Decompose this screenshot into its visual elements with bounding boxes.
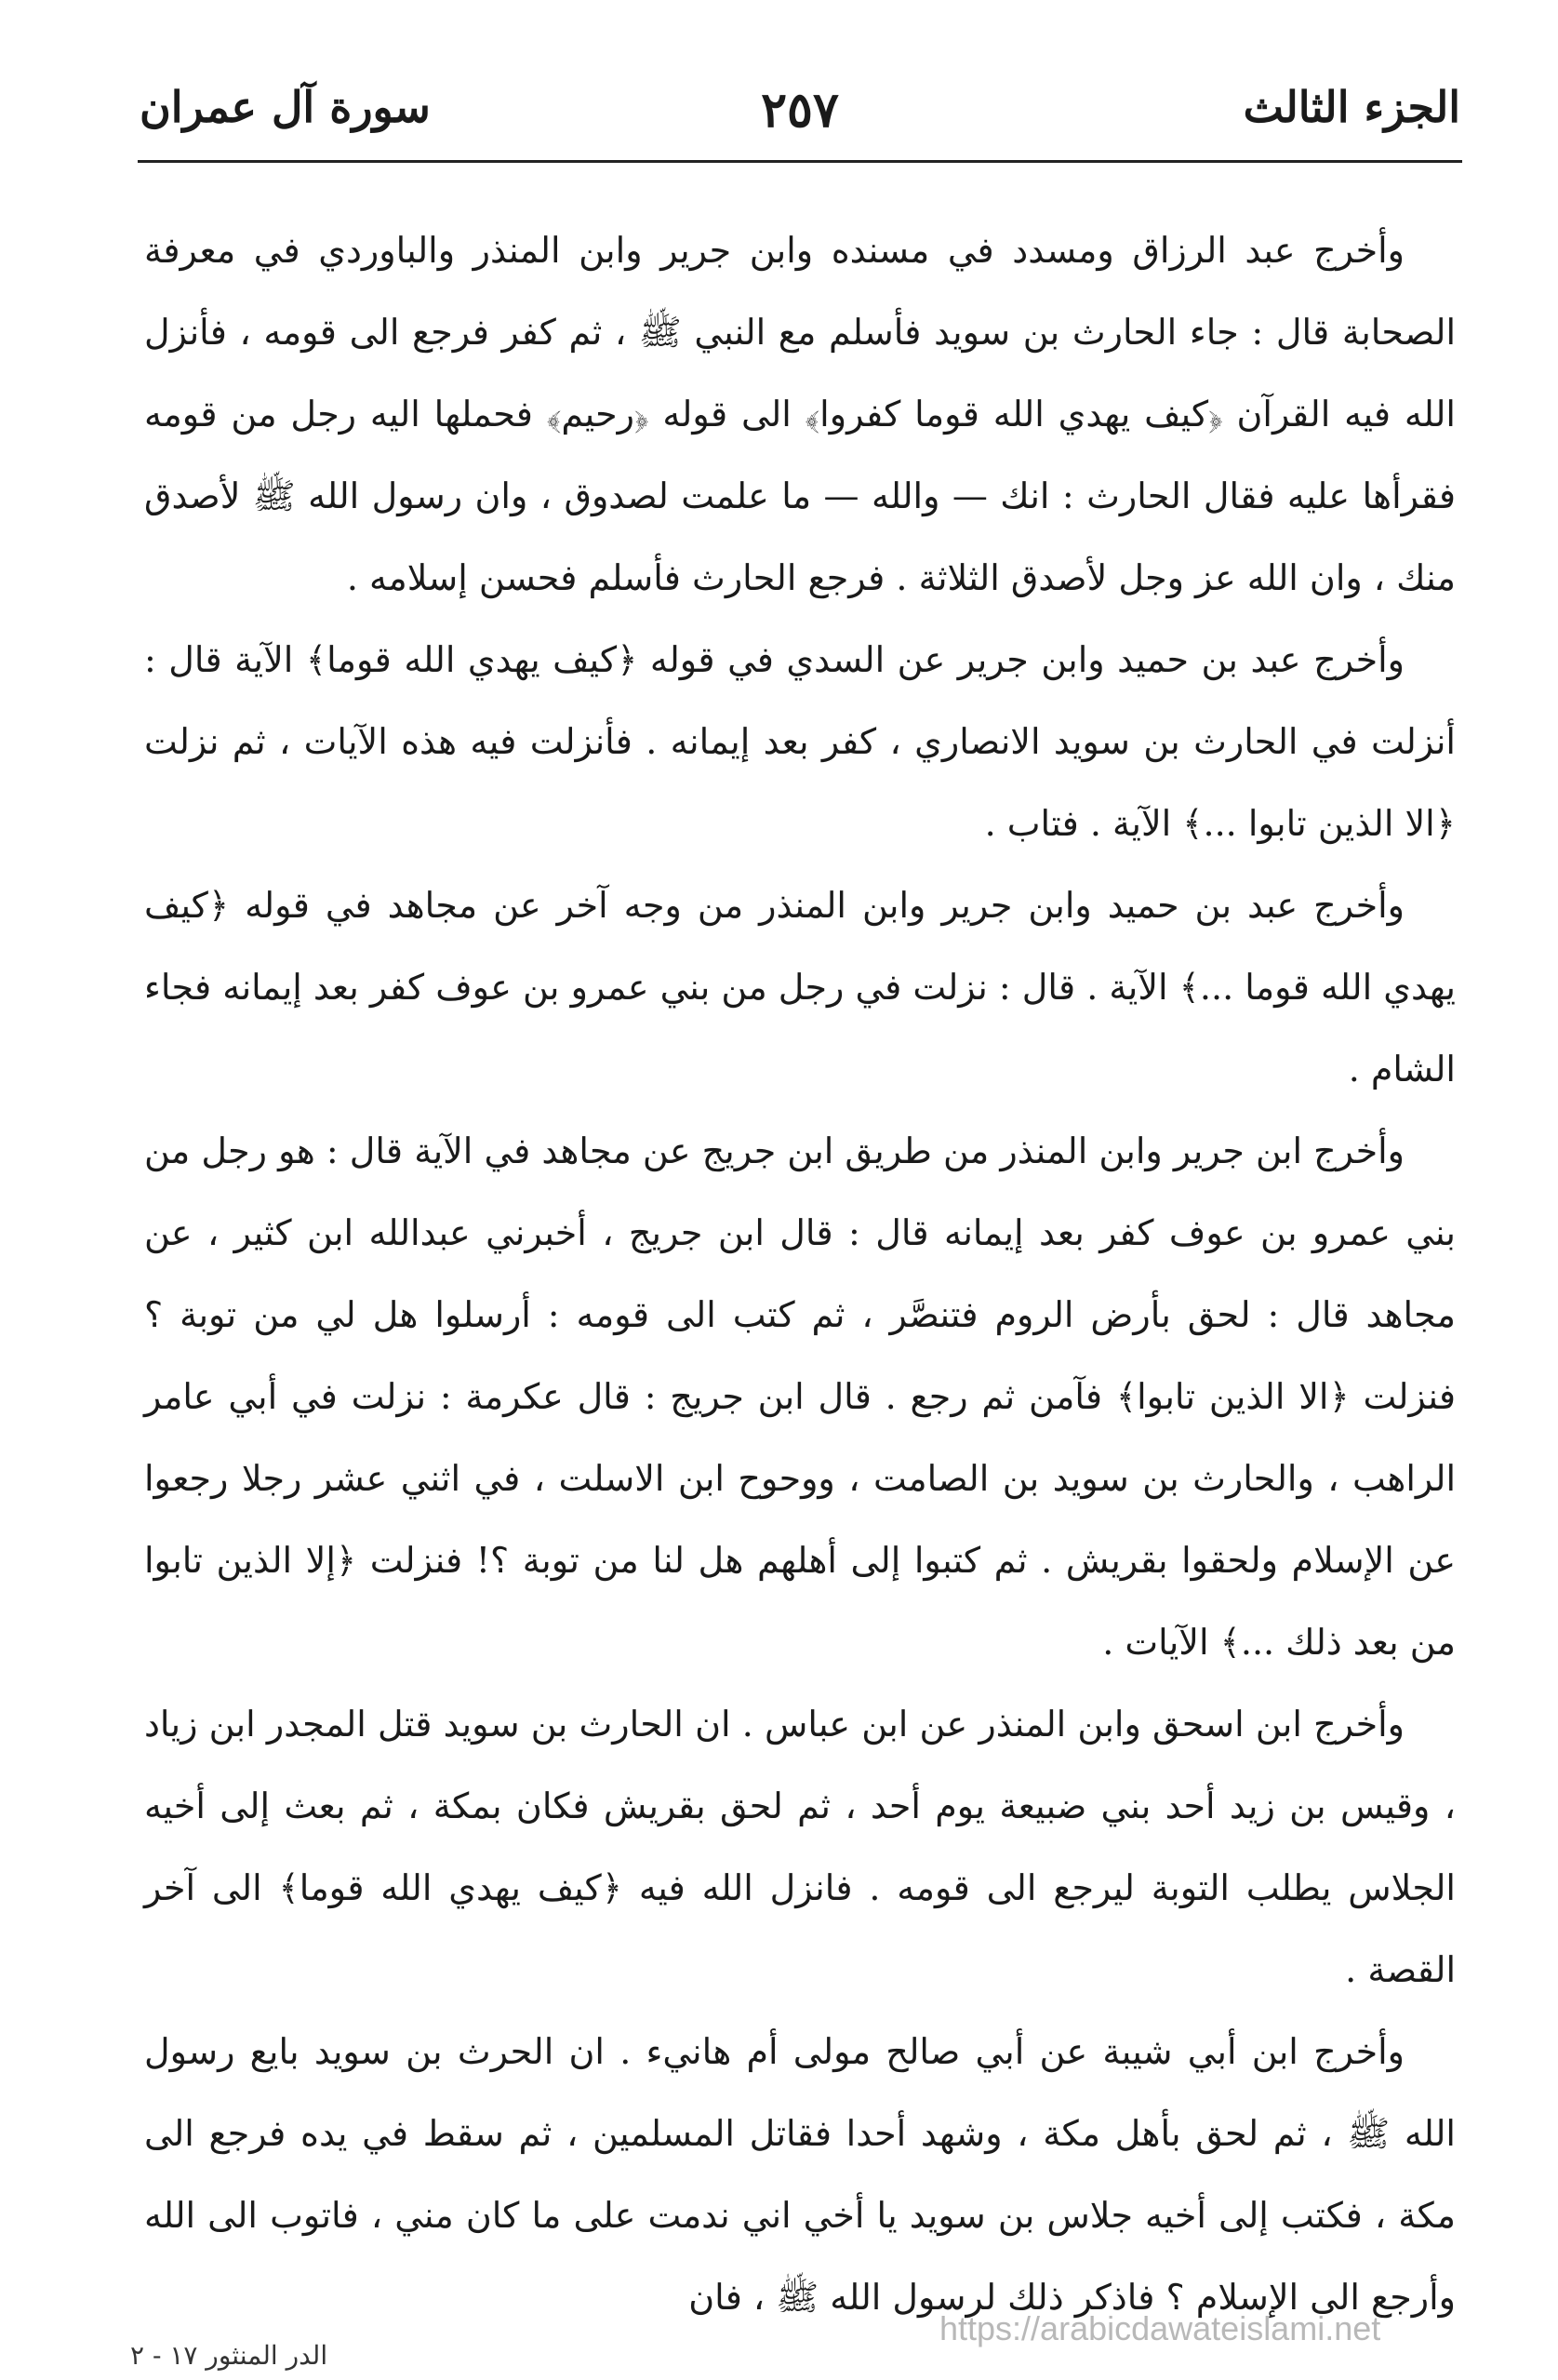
part-title: الجزء الثالث bbox=[1243, 82, 1460, 132]
paragraph: وأخرج ابن جرير وابن المنذر من طريق ابن جريج عن مجاهد في الآية قال : هو رجل من بني عمرو بن عوف كفر بعد إيمانه قال : قال ابن جريج ، أخبرني عبدالله ابن كثير ، عن مجاهد قال : لحق بأرض الروم فتنصَّر ، ثم كتب الى قومه : أرسلوا هل لي من توبة ؟ فنزلت ﴿الا الذين تابوا﴾ فآمن ثم رجع . قال ابن جريج : قال عكرمة : نزلت في أبي عامر الراهب ، والحارث بن سويد بن الصامت ، ووحوح ابن الاسلت ، في اثني عشر رجلا رجعوا عن الإسلام ولحقوا بقريش . ثم كتبوا إلى أهلهم هل لنا من توبة ؟! فنزلت ﴿إلا الذين تابوا من بعد ذلك ...﴾ الآيات . bbox=[144, 1130, 1456, 1663]
paragraph: وأخرج عبد بن حميد وابن جرير عن السدي في قوله ﴿كيف يهدي الله قوما﴾ الآية قال : أنزلت في الحارث بن سويد الانصاري ، كفر بعد إيمانه . فأنزلت فيه هذه الآيات ، ثم نزلت ﴿الا الذين تابوا ...﴾ الآية . فتاب . bbox=[144, 639, 1456, 844]
footer-signature: الدر المنثور ١٧ - ٢ bbox=[130, 2340, 328, 2371]
paragraph: وأخرج ابن اسحق وابن المنذر عن ابن عباس . ان الحارث بن سويد قتل المجدر ابن زياد ، وقيس بن زيد أحد بني ضبيعة يوم أحد ، ثم لحق بقريش فكان بمكة ، ثم بعث إلى أخيه الجلاس يطلب التوبة ليرجع الى قومه . فانزل الله فيه ﴿كيف يهدي الله قوما﴾ الى آخر القصة . bbox=[144, 1704, 1456, 1990]
page-number: ٢٥٧ bbox=[761, 82, 839, 139]
header-rule bbox=[138, 160, 1462, 163]
watermark-url: https://arabicdawateislami.net bbox=[939, 2309, 1381, 2347]
paragraph: وأخرج عبد بن حميد وابن جرير وابن المنذر من وجه آخر عن مجاهد في قوله ﴿كيف يهدي الله قوما ...﴾ الآية . قال : نزلت في رجل من بني عمرو بن عوف كفر بعد إيمانه فجاء الشام . bbox=[144, 885, 1456, 1090]
paragraph: وأخرج ابن أبي شيبة عن أبي صالح مولى أم هانيء . ان الحرث بن سويد بايع رسول الله ﷺ ، ثم لحق بأهل مكة ، وشهد أحدا فقاتل المسلمين ، ثم سقط في يده فرجع الى مكة ، فكتب إلى أخيه جلاس بن سويد يا أخي اني ندمت على ما كان مني ، فاتوب الى الله وأرجع الى الإسلام ؟ فاذكر ذلك لرسول الله ﷺ ، فان bbox=[144, 2031, 1456, 2318]
surah-title: سورة آل عمران bbox=[140, 82, 431, 132]
paragraph: وأخرج عبد الرزاق ومسدد في مسنده وابن جرير وابن المنذر والباوردي في معرفة الصحابة قال : جاء الحارث بن سويد فأسلم مع النبي ﷺ ، ثم كفر فرجع الى قومه ، فأنزل الله فيه القرآن ﴿كيف يهدي الله قوما كفروا﴾ الى قوله ﴿رحيم﴾ فحملها اليه رجل من قومه فقرأها عليه فقال الحارث : انك — والله — ما علمت لصدوق ، وان رسول الله ﷺ لأصدق منك ، وان الله عز وجل لأصدق الثلاثة . فرجع الحارث فأسلم فحسن إسلامه . bbox=[144, 230, 1457, 598]
running-header bbox=[140, 82, 1460, 147]
main-text bbox=[144, 209, 1456, 2331]
